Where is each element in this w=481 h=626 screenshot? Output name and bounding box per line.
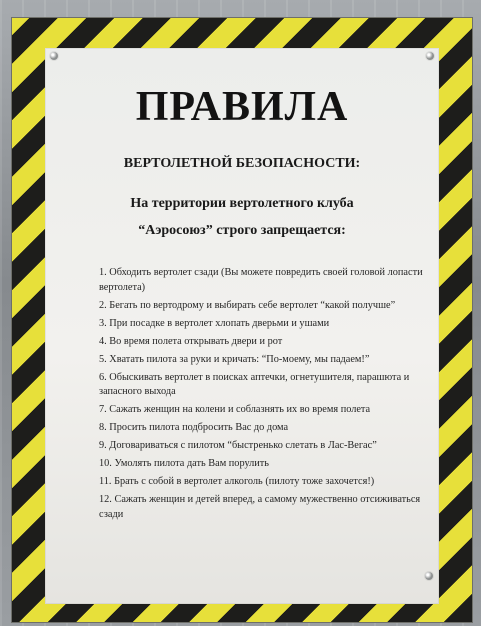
rule-item-5: 5. Хватать пилота за руки и кричать: “По-моему, мы падаем!” xyxy=(99,353,370,365)
rules-list xyxy=(99,266,429,526)
rule-item-7: 7. Сажать женщин на колени и соблазнять их во время полета xyxy=(99,404,371,416)
rule-item-1: 1. Обходить вертолет сзади (Вы можете повредить своей головой лопасти вертолета) xyxy=(99,267,423,293)
hazard-stripe-frame xyxy=(12,18,472,622)
rule-item-12: 12. Сажать женщин и детей вперед, а самому мужественно отсиживаться сзади xyxy=(99,493,421,520)
rule-item-3: 3. При посадке в вертолет хлопать дверьми и ушами xyxy=(99,317,330,329)
rule-item-9: 9. Договариваться с пилотом “быстренько слетать в Лас-Вегас” xyxy=(99,440,377,452)
rule-item-6: 6. Обыскивать вертолет в поисках аптечки, огнетушителя, парашюта и запасного выхода xyxy=(99,371,410,398)
screw-top-left xyxy=(50,52,58,60)
rule-item-10: 10. Умолять пилота дать Вам порулить xyxy=(99,458,269,470)
sign-panel xyxy=(45,48,439,604)
sign-intro-line-1: На территории вертолетного клуба xyxy=(130,196,354,211)
rule-item-11: 11. Брать с собой в вертолет алкоголь (пилоту тоже захочется!) xyxy=(99,476,375,488)
sign-intro-line-2: “Аэросоюз” строго запрещается: xyxy=(138,223,346,238)
screw-bottom-right xyxy=(425,572,433,580)
rule-item-4: 4. Во время полета открывать двери и рот xyxy=(99,335,283,347)
rule-item-8: 8. Просить пилота подбросить Вас до дома xyxy=(99,422,289,434)
sign-title: ПРАВИЛА xyxy=(135,84,349,130)
sign-subtitle: ВЕРТОЛЕТНОЙ БЕЗОПАСНОСТИ: xyxy=(123,156,361,171)
screw-top-right xyxy=(426,52,434,60)
rule-item-2: 2. Бегать по вертодрому и выбирать себе вертолет “какой получше” xyxy=(99,299,396,311)
